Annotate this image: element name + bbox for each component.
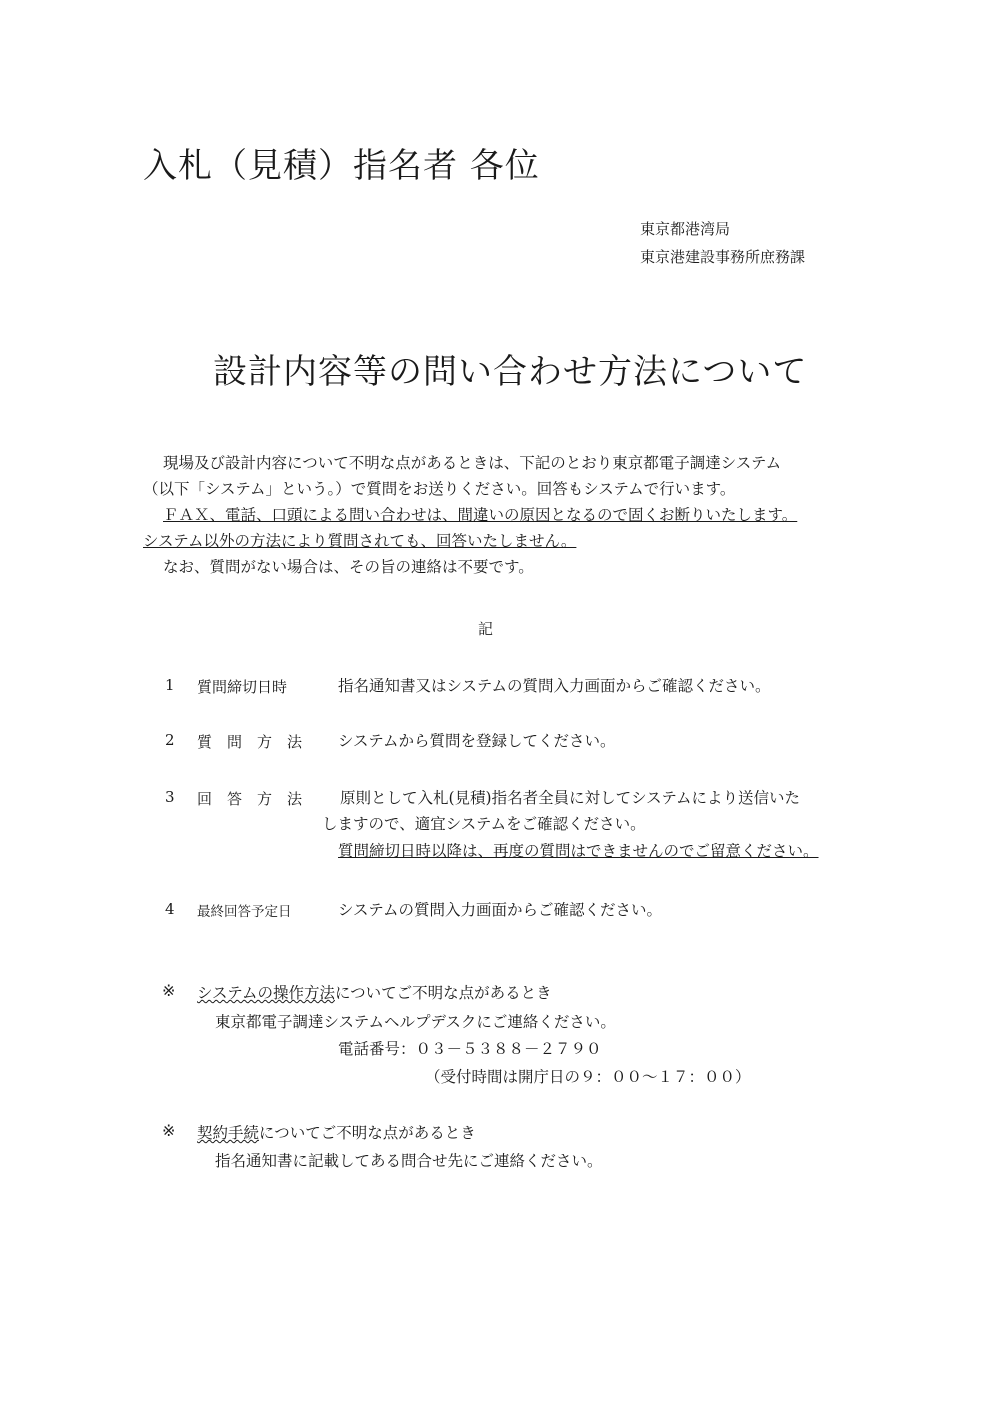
item-2-number: 2 [165, 731, 175, 749]
item-3-label: 回 答 方 法 [197, 790, 303, 808]
intro-p1-line2: （以下「システム」という。）で質問をお送りください。回答もシステムで行います。 [143, 480, 736, 498]
note-2-topic: 契約手続 [197, 1124, 260, 1142]
item-4-text: システムの質問入力画面からご確認ください。 [338, 901, 662, 919]
item-3-text-line1: 原則として入札(見積)指名者全員に対してシステムにより送信いた [340, 789, 801, 807]
item-1-label: 質問締切日時 [197, 678, 288, 696]
note-1-phone: 電話番号：０３－５３８８－２７９０ [338, 1040, 602, 1058]
item-2-label: 質 問 方 法 [197, 733, 303, 751]
item-2-text: システムから質問を登録してください。 [338, 732, 616, 750]
sender-block [640, 215, 805, 271]
note-1-mark: ※ [162, 981, 176, 1000]
sender-office: 東京港建設事務所庶務課 [640, 248, 806, 266]
note-1-hours: （受付時間は開庁日の９：００～１７：００） [425, 1068, 751, 1086]
note-2-mark: ※ [162, 1121, 176, 1140]
item-3-text-line2: しますので、適宜システムをご確認ください。 [322, 815, 646, 833]
note-1-heading [197, 981, 552, 1003]
item-3-number: 3 [165, 788, 175, 806]
intro-p1-line1: 現場及び設計内容について不明な点があるときは、下記のとおり東京都電子調達システム [163, 454, 782, 472]
intro-p2-line2: システム以外の方法により質問されても、回答いたしません。 [143, 532, 577, 550]
addressee: 入札（見積）指名者 各位 [143, 146, 540, 186]
item-1-number: 1 [165, 676, 175, 694]
note-1-topic: システムの操作方法 [197, 984, 335, 1002]
note-2-heading [197, 1121, 476, 1143]
note-1-heading-rest: についてご不明な点があるとき [334, 984, 552, 1002]
intro-p2-line1: ＦＡＸ、電話、口頭による問い合わせは、間違いの原因となるので固くお断りいたします。 [163, 506, 798, 524]
document-title: 設計内容等の問い合わせ方法について [213, 352, 808, 392]
item-4-number: 4 [165, 900, 175, 918]
sender-bureau: 東京都港湾局 [640, 220, 731, 238]
item-3-text-line3: 質問締切日時以降は、再度の質問はできませんのでご留意ください。 [338, 842, 819, 860]
note-2-heading-rest: についてご不明な点があるとき [259, 1124, 476, 1142]
note-2-line2: 指名通知書に記載してある問合せ先にご連絡ください。 [215, 1152, 603, 1170]
intro-p3: なお、質問がない場合は、その旨の連絡は不要です。 [163, 558, 534, 576]
note-1-line2: 東京都電子調達システムヘルプデスクにご連絡ください。 [215, 1013, 616, 1031]
intro-body [143, 450, 888, 580]
item-4-label: 最終回答予定日 [197, 904, 292, 920]
item-1-text: 指名通知書又はシステムの質問入力画面からご確認ください。 [338, 677, 771, 695]
ki-heading: 記 [478, 620, 494, 638]
